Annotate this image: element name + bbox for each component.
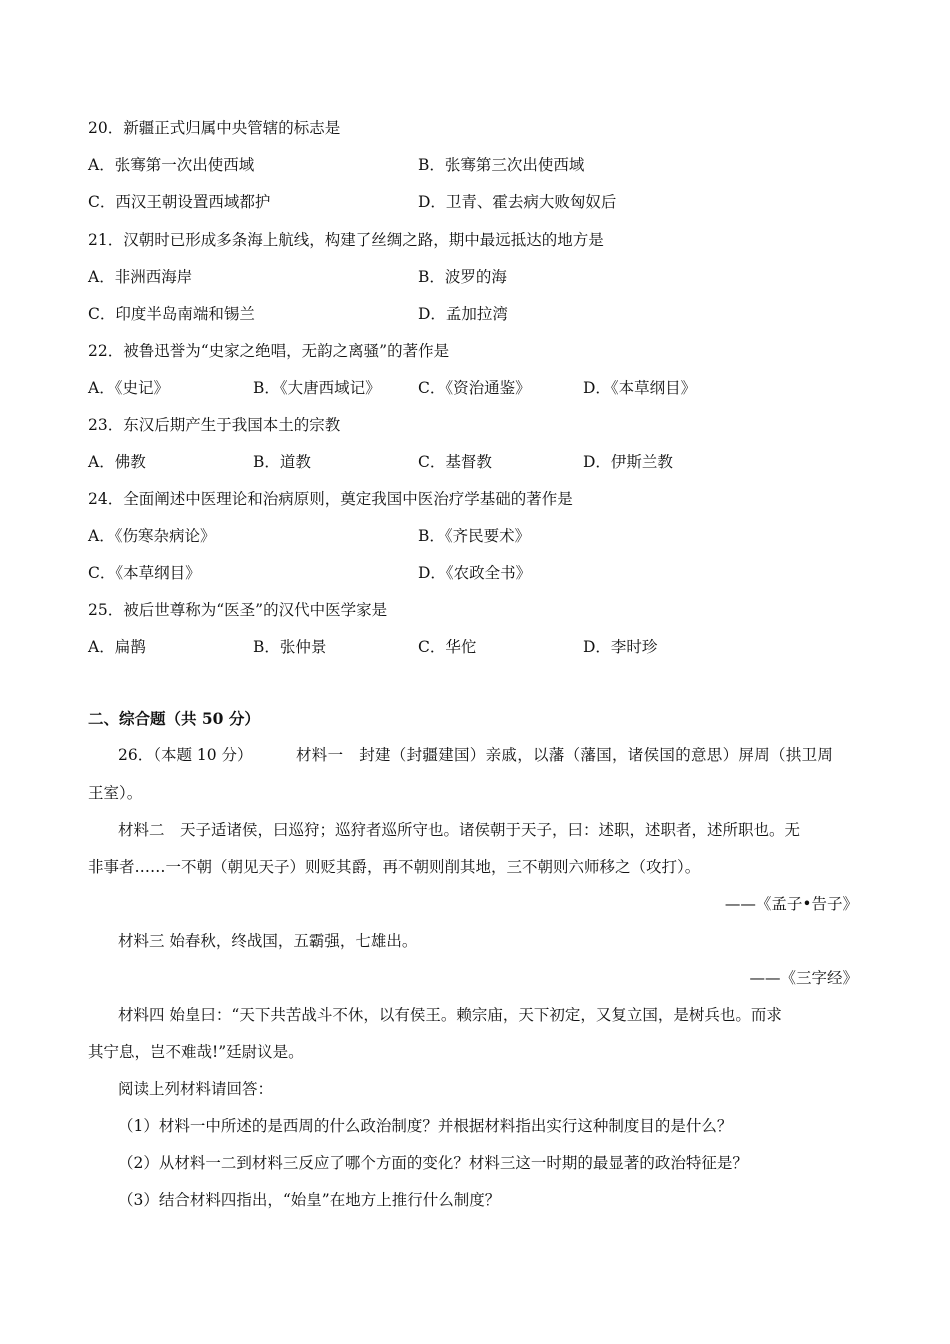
option-c: C．基督教 bbox=[418, 453, 492, 471]
option-b: B．张仲景 bbox=[253, 638, 327, 656]
option-c: C．《本草纲目》 bbox=[88, 564, 201, 582]
material-3-line-1: 材料三 始春秋，终战国，五霸强，七雄出。 bbox=[118, 932, 418, 950]
material-2-line-2: 非事者……一不朝（朝见天子）则贬其爵，再不朝则削其地，三不朝则六师移之（攻打）。 bbox=[88, 858, 701, 876]
material-4-line-1: 材料四 始皇曰：“天下共苦战斗不休，以有侯王。赖宗庙，天下初定，又复立国，是树兵也。而求 bbox=[118, 1006, 782, 1024]
material-1-line-2: 王室）。 bbox=[88, 784, 143, 802]
option-d: D．伊斯兰教 bbox=[583, 453, 673, 471]
option-d: D．卫青、霍去病大败匈奴后 bbox=[418, 193, 617, 211]
option-a: A．《伤寒杂病论》 bbox=[88, 527, 216, 545]
option-c: C．印度半岛南端和锡兰 bbox=[88, 305, 255, 323]
material-4-line-2: 其宁息，岂不难哉!”廷尉议是。 bbox=[88, 1043, 304, 1061]
option-a: A．扁鹊 bbox=[88, 638, 146, 656]
material-2-line-1: 材料二 天子适诸侯，曰巡狩；巡狩者巡所守也。诸侯朝于天子，曰：述职，述职者，述所职也。无 bbox=[118, 821, 801, 839]
question-stem: 22．被鲁迅誉为“史家之绝唱，无韵之离骚”的著作是 bbox=[88, 342, 450, 360]
option-b: B．《齐民要术》 bbox=[418, 527, 531, 545]
sub-question-2: （2）从材料一二到材料三反应了哪个方面的变化？材料三这一时期的最显著的政治特征是？ bbox=[118, 1154, 748, 1172]
material-1-line-1: 材料一 封建（封疆建国）亲戚，以藩（藩国，诸侯国的意思）屏周（拱卫周 bbox=[296, 746, 834, 764]
question-stem: 23．东汉后期产生于我国本土的宗教 bbox=[88, 416, 341, 434]
option-d: D．孟加拉湾 bbox=[418, 305, 508, 323]
sub-question-3: （3）结合材料四指出，“始皇”在地方上推行什么制度？ bbox=[118, 1191, 501, 1209]
option-b: B．道教 bbox=[253, 453, 311, 471]
option-c: C．《资治通鉴》 bbox=[418, 379, 531, 397]
option-a: A．非洲西海岸 bbox=[88, 268, 193, 286]
reading-prompt: 阅读上列材料请回答： bbox=[118, 1080, 274, 1098]
question-stem: 20．新疆正式归属中央管辖的标志是 bbox=[88, 119, 341, 137]
option-b: B．张骞第三次出使西域 bbox=[418, 156, 585, 174]
section-heading: 二、综合题（共 50 分） bbox=[88, 709, 260, 728]
option-a: A．《史记》 bbox=[88, 379, 169, 397]
question-stem: 25．被后世尊称为“医圣”的汉代中医学家是 bbox=[88, 601, 388, 619]
option-d: D．《本草纲目》 bbox=[583, 379, 697, 397]
option-d: D．《农政全书》 bbox=[418, 564, 532, 582]
sub-question-1: （1）材料一中所述的是西周的什么政治制度？并根据材料指出实行这种制度目的是什么？ bbox=[118, 1117, 733, 1135]
option-a: A．张骞第一次出使西域 bbox=[88, 156, 255, 174]
option-c: C．西汉王朝设置西域都护 bbox=[88, 193, 271, 211]
question-stem: 21．汉朝时已形成多条海上航线，构建了丝绸之路，期中最远抵达的地方是 bbox=[88, 231, 604, 249]
option-b: B．《大唐西域记》 bbox=[253, 379, 381, 397]
material-3-source: ——《三字经》 bbox=[749, 969, 858, 987]
option-a: A．佛教 bbox=[88, 453, 146, 471]
material-2-source: ——《孟子•告子》 bbox=[724, 895, 858, 913]
question-number: 26．（本题 10 分） bbox=[118, 746, 253, 764]
option-b: B．波罗的海 bbox=[418, 268, 507, 286]
option-d: D．李时珍 bbox=[583, 638, 658, 656]
question-stem: 24．全面阐述中医理论和治病原则，奠定我国中医治疗学基础的著作是 bbox=[88, 490, 573, 508]
option-c: C．华佗 bbox=[418, 638, 477, 656]
